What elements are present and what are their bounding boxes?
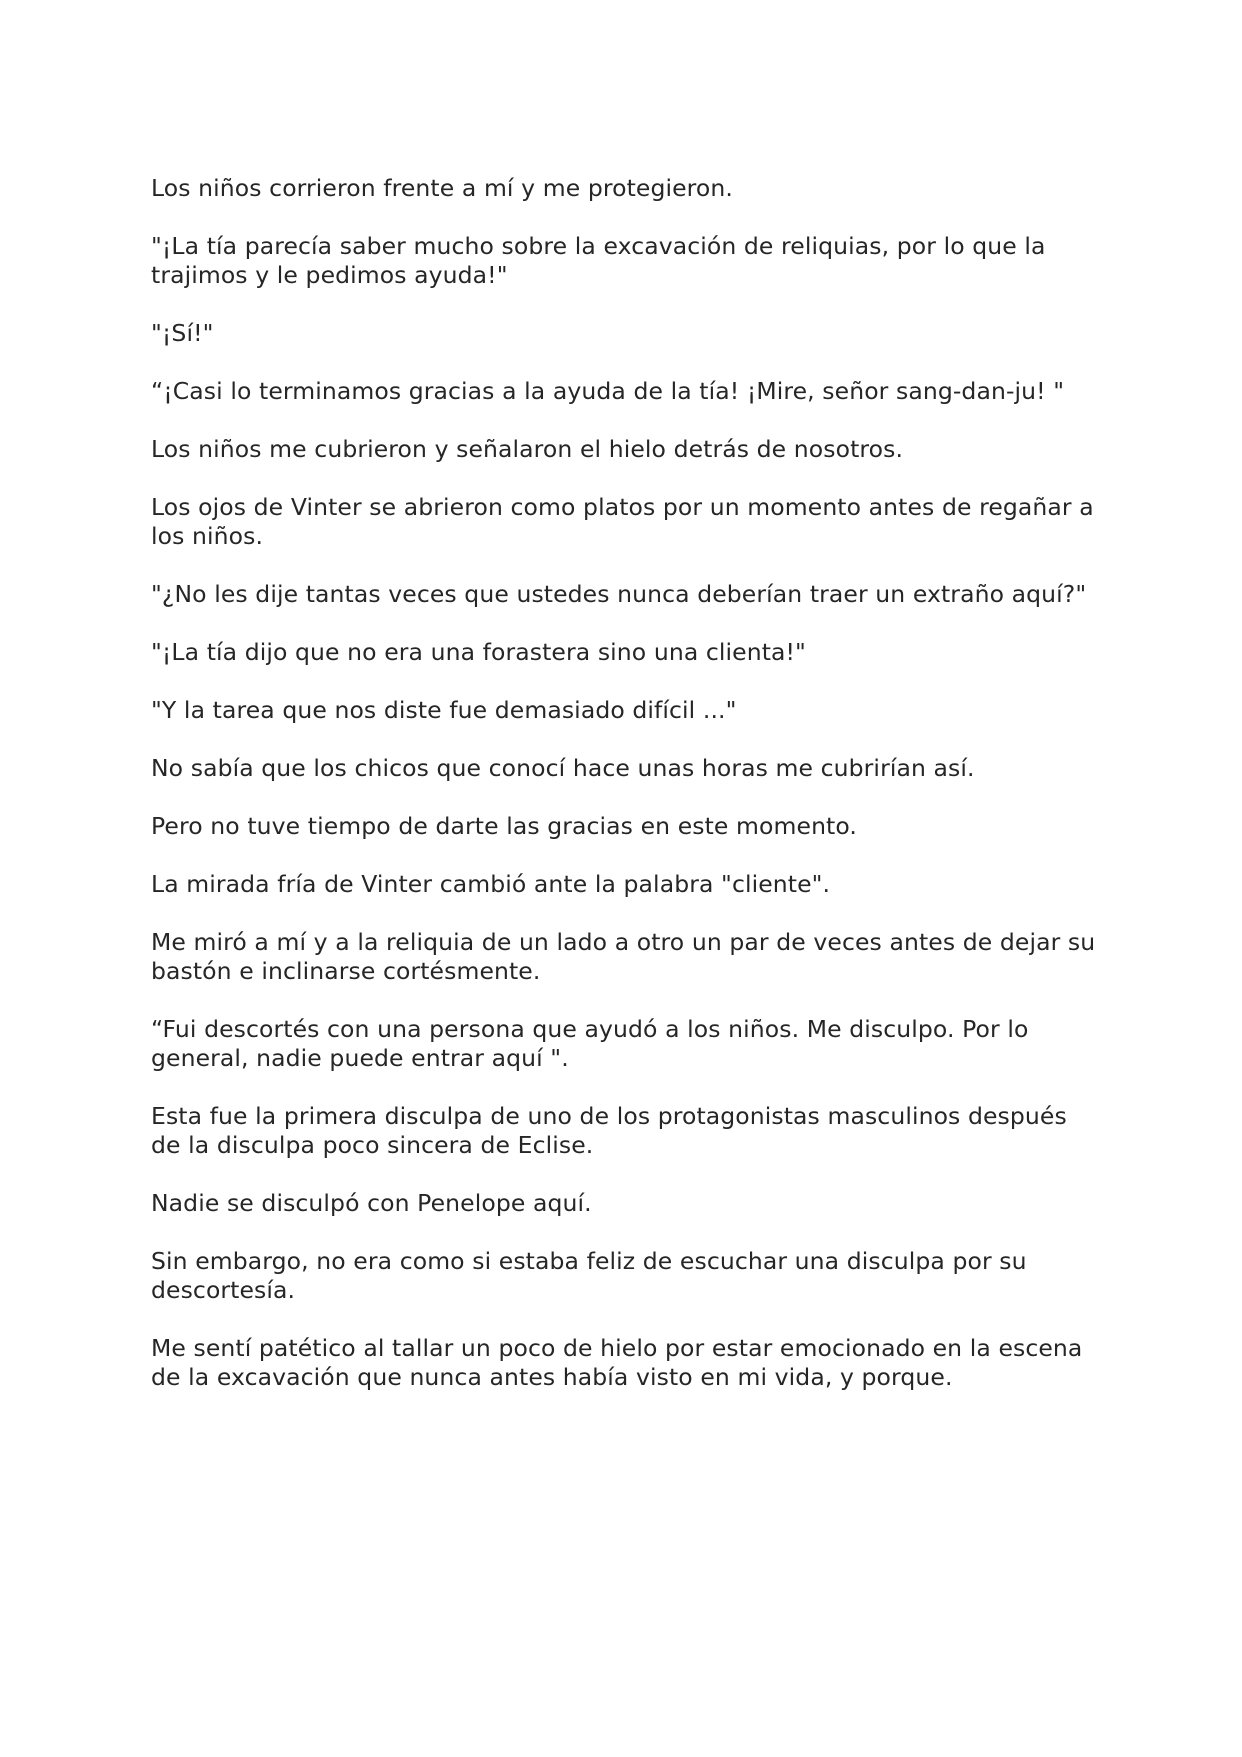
paragraph: No sabía que los chicos que conocí hace unas horas me cubrirían así. [151, 754, 975, 782]
paragraph: "¡Sí!" [151, 319, 214, 347]
paragraph: Me miró a mí y a la reliquia de un lado a otro un par de veces antes de dejar su bastón e inclinarse cortésmente. [151, 928, 1096, 985]
paragraph: Nadie se disculpó con Penelope aquí. [151, 1189, 592, 1217]
paragraph: Me sentí patético al tallar un poco de hielo por estar emocionado en la escena de la excavación que nunca antes había visto en mi vida, y porque. [151, 1334, 1083, 1391]
paragraph: “¡Casi lo terminamos gracias a la ayuda de la tía! ¡Mire, señor sang-dan-ju! " [151, 377, 1065, 405]
paragraph: "¡La tía dijo que no era una forastera sino una clienta!" [151, 638, 806, 666]
paragraph: Pero no tuve tiempo de darte las gracias en este momento. [151, 812, 858, 840]
paragraph: "¡La tía parecía saber mucho sobre la excavación de reliquias, por lo que la trajimos y le pedimos ayuda!" [151, 232, 1046, 289]
document-body [151, 174, 1101, 1421]
paragraph: Sin embargo, no era como si estaba feliz de escuchar una disculpa por su descortesía. [151, 1247, 1027, 1304]
paragraph: "¿No les dije tantas veces que ustedes nunca deberían traer un extraño aquí?" [151, 580, 1087, 608]
paragraph: La mirada fría de Vinter cambió ante la palabra "cliente". [151, 870, 831, 898]
paragraph: “Fui descortés con una persona que ayudó a los niños. Me disculpo. Por lo general, nadie puede entrar aquí ". [151, 1015, 1029, 1072]
paragraph: Los niños me cubrieron y señalaron el hielo detrás de nosotros. [151, 435, 904, 463]
paragraph: "Y la tarea que nos diste fue demasiado difícil ..." [151, 696, 737, 724]
paragraph: Esta fue la primera disculpa de uno de los protagonistas masculinos después de la disculpa poco sincera de Eclise. [151, 1102, 1067, 1159]
paragraph: Los ojos de Vinter se abrieron como platos por un momento antes de regañar a los niños. [151, 493, 1094, 550]
paragraph: Los niños corrieron frente a mí y me protegieron. [151, 174, 733, 202]
